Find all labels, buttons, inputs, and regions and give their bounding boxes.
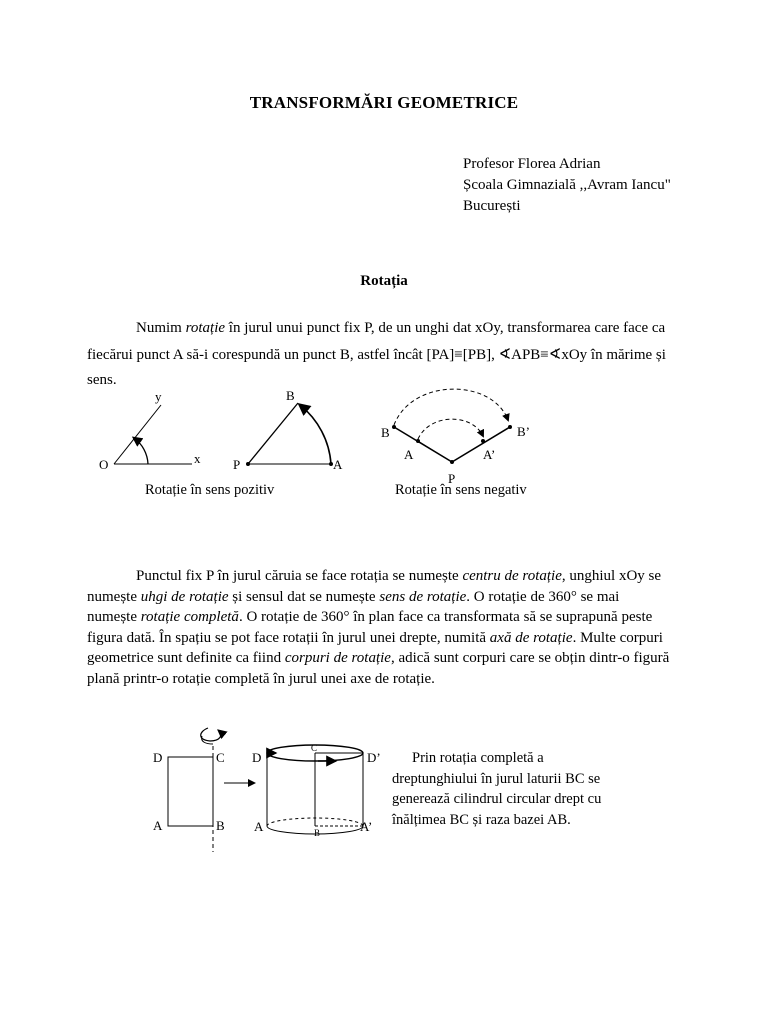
cyl-label-b: B [314, 828, 321, 838]
emphasis-term: centru de rotație [462, 568, 562, 584]
label-b: B [286, 388, 295, 403]
paragraph-line [87, 566, 687, 587]
angle-arc-arrow [134, 438, 148, 464]
paragraph-line: înălțimea BC și raza bazei AB. [392, 811, 571, 828]
paragraph-line: fiecărui punct A să-i corespundă un punct B, astfel încât [PA]≡[PB], ∢APB≡∢xOy în mărime și [87, 347, 666, 363]
text-run: numește [87, 609, 141, 626]
paragraph-line [87, 628, 687, 649]
label-a: A [333, 457, 343, 472]
label-b-prime: B’ [517, 424, 530, 439]
text-run: numește [87, 588, 141, 605]
paragraph-line [87, 587, 687, 608]
cyl-label-a-prime: A’ [360, 819, 373, 834]
rect-label-b: B [216, 818, 225, 833]
paragraph-line: dreptunghiului în jurul laturii BC se [392, 770, 601, 787]
inner-rotation-arc [418, 419, 483, 439]
point-a [416, 439, 420, 443]
point-p [246, 462, 250, 466]
paragraph-line [87, 648, 687, 669]
rect-label-a: A [153, 818, 163, 833]
paragraph-rotation-terms [87, 566, 687, 690]
outer-rotation-arc [394, 389, 508, 425]
author-city: București [463, 198, 521, 214]
label-p: P [233, 457, 241, 472]
emphasis-term: rotație completă [140, 609, 239, 626]
text-run: în jurul unui punct fix P, de un unghi dat xOy, transformarea care face ca [225, 320, 666, 336]
rotation-symbol-tail [202, 736, 213, 744]
rotation-symbol-icon [201, 728, 221, 741]
point-a-prime [481, 439, 485, 443]
rect-label-c: C [216, 750, 225, 765]
text-run: geometrice sunt definite ca fiind [87, 650, 285, 667]
caption-positive-rotation: Rotație în sens pozitiv [145, 482, 275, 498]
label-o: O [99, 457, 109, 472]
paragraph-cylinder [392, 748, 632, 830]
emphasis-term: axă de rotație [489, 629, 573, 646]
paragraph-line [87, 607, 687, 628]
text-run: . O rotație de 360° în plan face ca transformata să se suprapună peste [238, 609, 653, 626]
point-b-prime [508, 425, 512, 429]
emphasis-term: uhgi de rotație [140, 588, 229, 605]
label-a-prime: A’ [483, 447, 496, 462]
paragraph-line: Prin rotația completă a [412, 750, 544, 766]
section-heading: Rotația [360, 273, 408, 289]
text-run: figura dată. În spațiu se pot face rotații în jurul unei drepte, numită [87, 629, 490, 646]
author-block [463, 154, 671, 217]
text-run: Punctul fix P în jurul căruia se face rotația se numește [136, 568, 463, 584]
paragraph-line: sens. [87, 372, 117, 388]
text-run: și sensul dat se numește [228, 588, 380, 605]
segment-ap [418, 441, 452, 462]
text-run: , adică sunt corpuri care se obțin dintr-o figură [390, 650, 670, 667]
label-x: x [194, 451, 201, 466]
emphasis-term: sens de rotație [379, 588, 467, 605]
figure-positive-rotation [90, 385, 350, 480]
rotation-arc-arrow [300, 405, 331, 464]
label-b: B [381, 425, 390, 440]
text-run: Numim [136, 320, 186, 336]
label-p: P [448, 471, 456, 486]
paragraph-line: generează cilindrul circular drept cu [392, 791, 602, 807]
label-y: y [155, 389, 162, 404]
segment-pb-prime [452, 427, 510, 462]
cyl-label-d-prime: D’ [367, 750, 381, 765]
figure-rectangle-to-cylinder [148, 716, 388, 856]
point-p [450, 460, 454, 464]
document-title: TRANSFORMĂRI GEOMETRICE [249, 93, 519, 112]
author-name: Profesor Florea Adrian [463, 156, 601, 172]
figure-negative-rotation [372, 380, 552, 488]
segment-pb [248, 403, 298, 464]
cyl-label-c: C [311, 743, 318, 753]
text-run: . O rotație de 360° se mai [466, 588, 620, 605]
ray-oy [114, 405, 161, 464]
text-run: , unghiul xOy se [561, 568, 662, 584]
rect-label-d: D [153, 750, 163, 765]
emphasis-term: corpuri de rotație [284, 650, 391, 667]
paragraph-line: plană printr-o rotație completă în jurul unei axe de rotație. [87, 670, 435, 687]
emphasis-term: rotație [185, 320, 226, 336]
text-run: . Multe corpuri [572, 629, 663, 646]
caption-negative-rotation: Rotație în sens negativ [395, 482, 527, 498]
rectangle-abcd [168, 757, 213, 826]
cyl-label-d: D [252, 750, 262, 765]
point-b [392, 425, 396, 429]
paragraph-line [87, 315, 687, 342]
label-a: A [404, 447, 414, 462]
author-school: Școala Gimnazială ,,Avram Iancu" [463, 177, 671, 193]
cyl-label-a: A [254, 819, 264, 834]
